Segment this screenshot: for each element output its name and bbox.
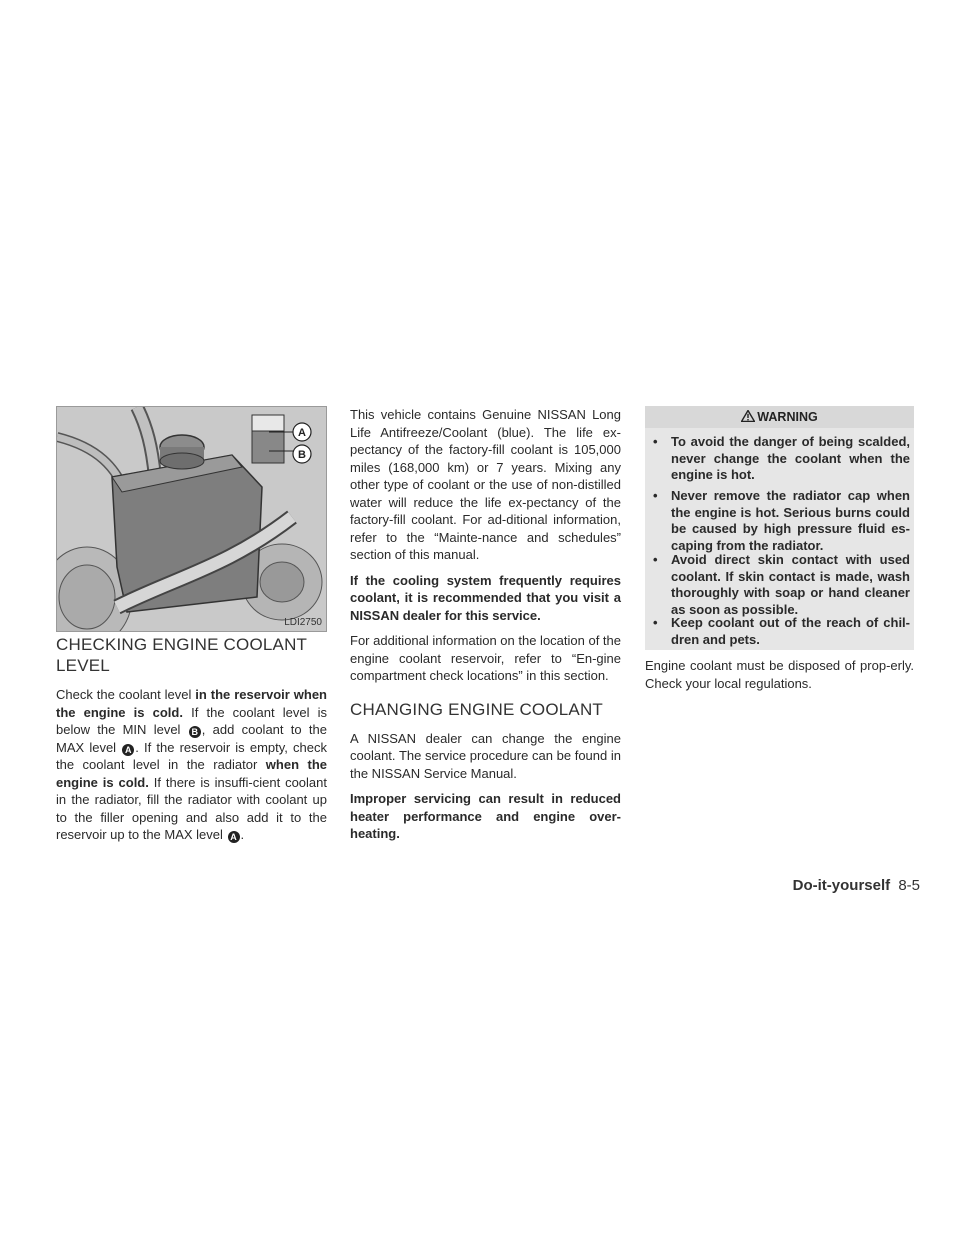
p1-text-1: Check the coolant level (56, 687, 196, 702)
p1-text-2: If the coolant level is below the MIN level (56, 704, 327, 737)
page-footer (793, 877, 920, 894)
improper-servicing-paragraph: Improper servicing can result in reduced heater performance and engine over-heating. (350, 791, 621, 841)
dealer-service-paragraph: If the cooling system frequently requires coolant, it is recommended that you visit a NISSAN dealer for this service. (350, 572, 621, 623)
coolant-reservoir-illustration (56, 406, 327, 632)
warning-item-text: To avoid the danger of being scalded, never change the coolant when the engine is hot. (671, 434, 910, 482)
bullet-icon: • (653, 488, 658, 503)
reservoir-drawing (57, 407, 326, 631)
column-3 (645, 657, 914, 692)
warning-icon (741, 410, 755, 422)
checking-coolant-paragraph (56, 686, 327, 844)
bullet-icon: • (653, 615, 658, 630)
p1-text-3: , add coolant to the MAX level (56, 722, 327, 755)
warning-header (645, 406, 914, 428)
p1-bold-1: in the reservoir when the engine is cold. (56, 687, 328, 720)
checking-coolant-heading: CHECKING ENGINE COOLANT LEVEL (56, 635, 307, 675)
changing-coolant-heading: CHANGING ENGINE COOLANT (350, 699, 604, 719)
warning-item (653, 552, 910, 618)
page-number: 8-5 (898, 877, 920, 894)
warning-item-text: Keep coolant out of the reach of chil-dren and pets. (671, 615, 910, 647)
warning-item (653, 488, 910, 554)
bullet-icon: • (653, 434, 658, 449)
p1-text-5: If there is insuffi-cient coolant in the radiator, fill the radiator with coolant up to the filler opening and also add it to the reservoir up to the MAX level (56, 774, 327, 842)
label-a-icon: A (228, 831, 240, 843)
label-b-icon: B (189, 726, 201, 738)
label-b: B (298, 449, 306, 461)
warning-item-text: Avoid direct skin contact with used coolant. If skin contact is made, wash thoroughly with soap or hand cleaner as soon as possible. (671, 552, 910, 617)
warning-item (653, 615, 910, 648)
p1-text-4: . If the reservoir is empty, check the coolant level in the radiator (56, 739, 327, 772)
p1-text-6: . (240, 827, 245, 842)
bullet-icon: • (653, 552, 658, 567)
label-a: A (298, 427, 306, 439)
figure-code: LDI2750 (284, 617, 322, 628)
column-1 (56, 634, 327, 844)
coolant-info-paragraph: This vehicle contains Genuine NISSAN Long Life Antifreeze/Coolant (blue). The life ex-pectancy of the factory-fill coolant is 105,000 miles (168,000 km) or 7 years. Mixing any other type of coolant or the use of non-distilled water will reduce the life ex-pectancy of the factory-fill coolant. For ad-ditional information, refer to the “Mainte-nance and schedules” section of this manual. (350, 407, 621, 562)
warning-item-text: Never remove the radiator cap when the engine is hot. Serious burns could be caused by high pressure fluid es-caping from the radiator. (671, 488, 910, 553)
p1-bold-2: when the engine is cold. (56, 757, 327, 790)
warning-item (653, 434, 910, 484)
warning-title: WARNING (757, 410, 818, 424)
section-name: Do-it-yourself (792, 877, 891, 894)
location-reference-paragraph: For additional information on the location of the engine coolant reservoir, refer to “En-gine compartment check locations” in this section. (350, 633, 622, 683)
column-2 (350, 406, 621, 843)
disposal-paragraph: Engine coolant must be disposed of prop-erly. Check your local regulations. (645, 658, 914, 691)
dealer-change-paragraph: A NISSAN dealer can change the engine coolant. The service procedure can be found in the NISSAN Service Manual. (350, 730, 621, 781)
label-a-icon: A (122, 744, 134, 756)
warning-box (645, 428, 914, 650)
